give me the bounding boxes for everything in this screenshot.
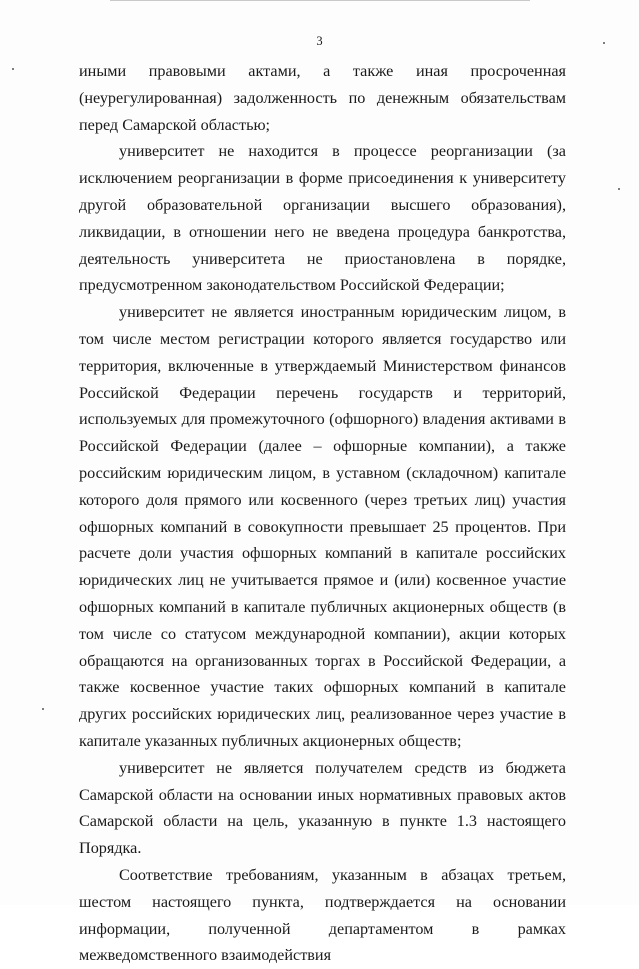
paragraph-budget: университет не является получателем средств из бюджета Самарской области на основании иных нормативных правовых актов Самарской области на цель, указанную в пункте 1.3 настоящего Порядка.	[79, 758, 566, 858]
scan-speck	[603, 42, 605, 44]
scan-speck	[42, 708, 44, 710]
paragraph-offshore: университет не является иностранным юридическим лицом, в том числе местом регистрации которого является государство или территория, включенные в утверждаемый Министерством финансов Российской Федерации перечень государств и территорий, используемых для промежуточного (офшорного) владения активами в Российской Федерации (далее – офшорные компании), а также российским юридическим лицом, в уставном (складочном) капитале которого доля прямого или косвенного (через третьих лиц) участия офшорных компаний в совокупности превышает 25 процентов. При расчете доли участия офшорных компаний в капитале российских юридических лиц не учитывается прямое и (или) косвенное участие офшорных компаний в капитале публичных акционерных обществ (в том числе со статусом международной компании), акции которых обращаются на организованных торгах в Российской Федерации, а также косвенное участие таких офшорных компаний в капитале других российских юридических лиц, реализованное через участие в капитале указанных публичных акционерных обществ;	[79, 303, 566, 750]
top-scan-rule	[110, 0, 530, 1]
scan-speck	[12, 68, 14, 70]
paragraph-continuation: иными правовыми актами, а также иная просроченная (неурегулированная) задолженность по денежным обязательствам перед Самарской областью;	[79, 62, 566, 134]
page-number: 3	[316, 34, 323, 48]
document-body	[79, 58, 566, 969]
paragraph-reorganization: университет не находится в процессе реорганизации (за исключением реорганизации в форме присоединения к университету другой образовательной организации высшего образования), ликвидации, в отношении него не введена процедура банкротства, деятельность университета не приостановлена в порядке, предусмотренном законодательством Российской Федерации;	[79, 142, 566, 295]
paragraph-compliance: Соответствие требованиям, указанным в абзацах третьем, шестом настоящего пункта, подтверждается на основании информации, полученной департаментом в рамках межведомственного взаимодействия	[79, 865, 566, 965]
scan-speck	[618, 188, 620, 190]
